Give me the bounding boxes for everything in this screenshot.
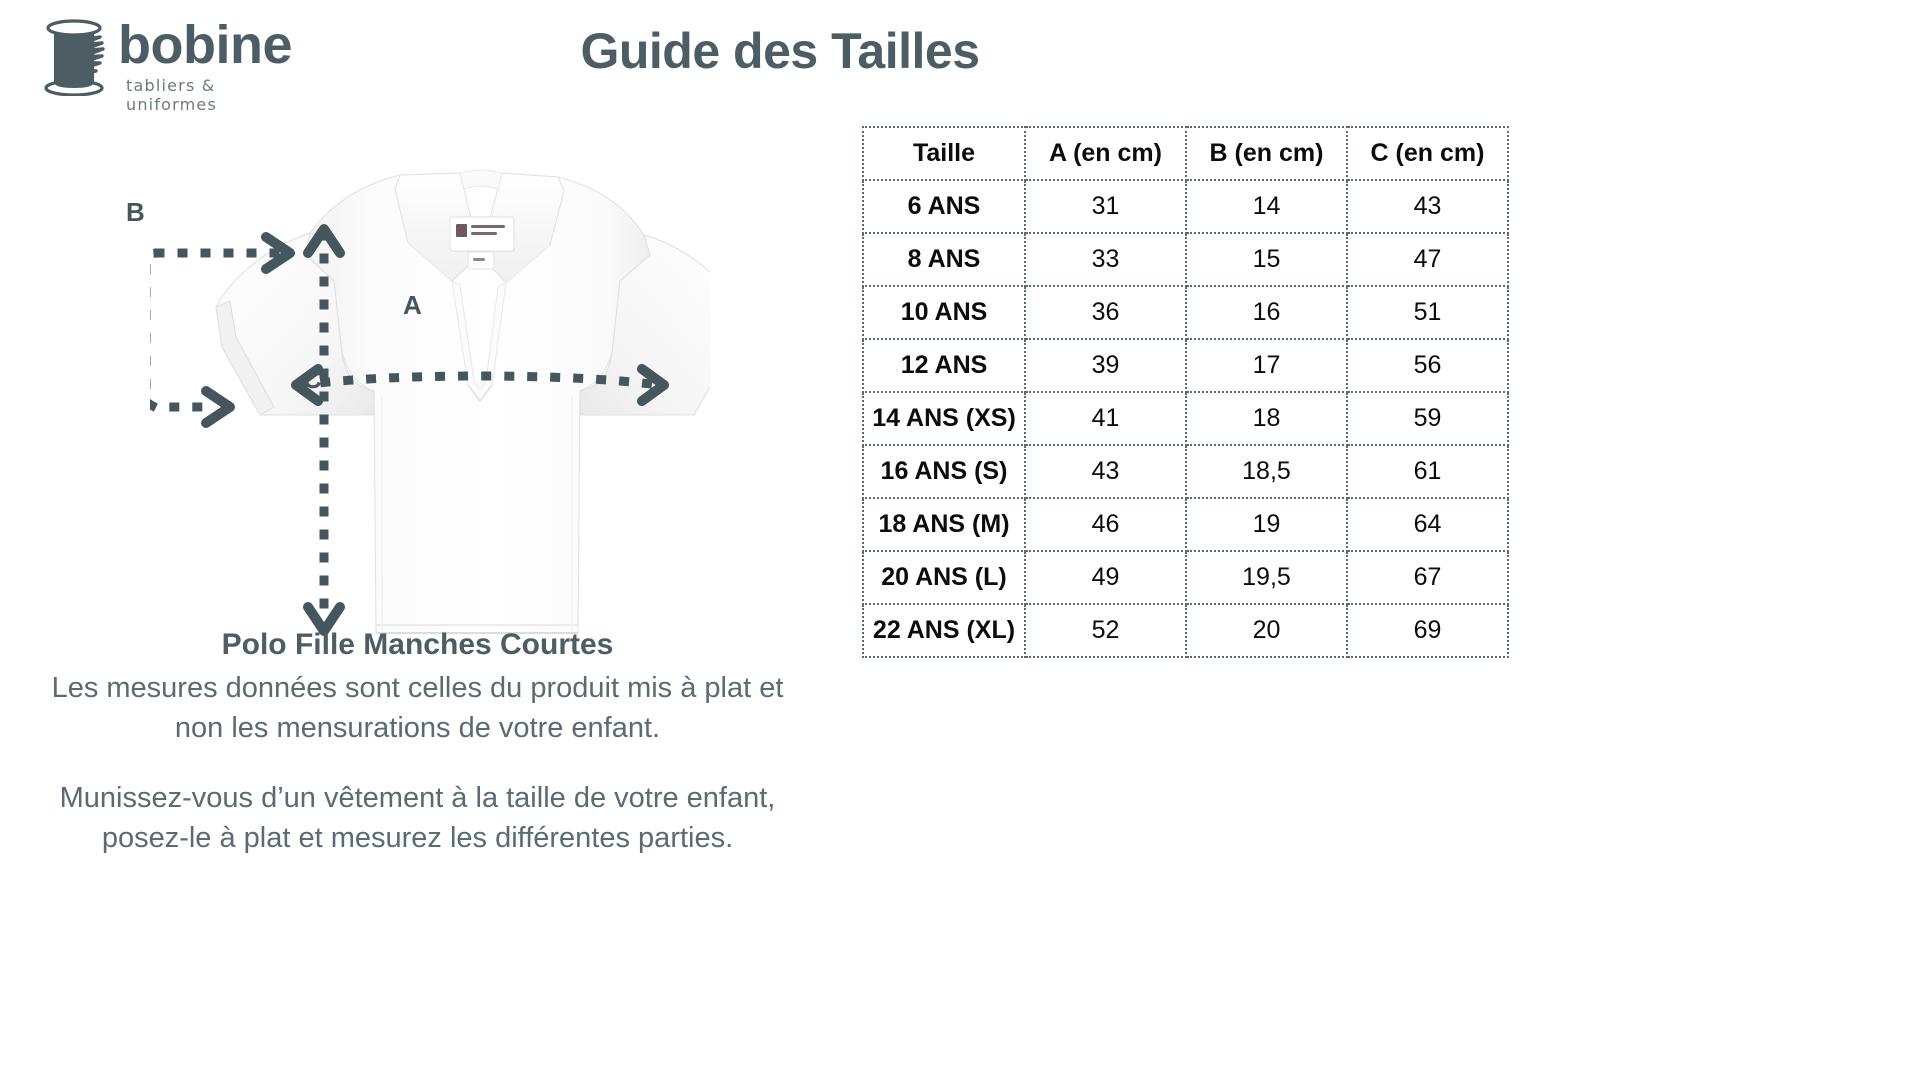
cell-taille: 22 ANS (XL) bbox=[863, 604, 1025, 657]
product-name: Polo Fille Manches Courtes bbox=[221, 628, 614, 661]
cell-taille: 20 ANS (L) bbox=[863, 551, 1025, 604]
cell-b: 14 bbox=[1186, 180, 1347, 233]
column-header-c: C (en cm) bbox=[1347, 127, 1508, 180]
cell-b: 19 bbox=[1186, 498, 1347, 551]
page-title: Guide des Tailles bbox=[580, 23, 980, 79]
table-row bbox=[863, 445, 1508, 498]
table-row bbox=[863, 498, 1508, 551]
brand-tagline: tabliers & uniformes bbox=[126, 76, 218, 114]
cell-a: 39 bbox=[1025, 339, 1186, 392]
cell-a: 31 bbox=[1025, 180, 1186, 233]
cell-a: 41 bbox=[1025, 392, 1186, 445]
cell-c: 59 bbox=[1347, 392, 1508, 445]
measurement-note-line-2: non les mensurations de votre enfant. bbox=[174, 712, 661, 745]
cell-c: 64 bbox=[1347, 498, 1508, 551]
table-header-row bbox=[863, 127, 1508, 180]
cell-taille: 14 ANS (XS) bbox=[863, 392, 1025, 445]
size-table-body bbox=[863, 180, 1508, 657]
cell-taille: 6 ANS bbox=[863, 180, 1025, 233]
cell-taille: 16 ANS (S) bbox=[863, 445, 1025, 498]
table-row bbox=[863, 180, 1508, 233]
table-row bbox=[863, 604, 1508, 657]
cell-c: 47 bbox=[1347, 233, 1508, 286]
measure-label-b: B bbox=[126, 197, 145, 227]
cell-a: 43 bbox=[1025, 445, 1186, 498]
table-row bbox=[863, 551, 1508, 604]
cell-taille: 8 ANS bbox=[863, 233, 1025, 286]
cell-b: 15 bbox=[1186, 233, 1347, 286]
cell-c: 69 bbox=[1347, 604, 1508, 657]
table-row bbox=[863, 392, 1508, 445]
cell-b: 18,5 bbox=[1186, 445, 1347, 498]
column-header-taille: Taille bbox=[863, 127, 1025, 180]
cell-c: 43 bbox=[1347, 180, 1508, 233]
size-table bbox=[862, 126, 1509, 658]
cell-c: 56 bbox=[1347, 339, 1508, 392]
measurement-instruction-line-2: posez-le à plat et mesurez les différentes parties. bbox=[101, 822, 734, 855]
garment-illustration bbox=[150, 85, 710, 665]
cell-a: 33 bbox=[1025, 233, 1186, 286]
measurement-note-line-1: Les mesures données sont celles du produit mis à plat et bbox=[51, 672, 784, 704]
column-header-a: A (en cm) bbox=[1025, 127, 1186, 180]
cell-b: 19,5 bbox=[1186, 551, 1347, 604]
measurement-instruction bbox=[0, 778, 835, 858]
size-table-container bbox=[862, 126, 1507, 658]
brand-name: bobine bbox=[118, 15, 292, 75]
cell-a: 49 bbox=[1025, 551, 1186, 604]
cell-c: 51 bbox=[1347, 286, 1508, 339]
cell-a: 46 bbox=[1025, 498, 1186, 551]
measure-label-a: A bbox=[403, 290, 422, 320]
column-header-b: B (en cm) bbox=[1186, 127, 1347, 180]
table-row bbox=[863, 339, 1508, 392]
cell-b: 18 bbox=[1186, 392, 1347, 445]
cell-c: 61 bbox=[1347, 445, 1508, 498]
polo-shirt-diagram bbox=[150, 85, 710, 665]
cell-taille: 12 ANS bbox=[863, 339, 1025, 392]
cell-a: 36 bbox=[1025, 286, 1186, 339]
cell-b: 16 bbox=[1186, 286, 1347, 339]
cell-c: 67 bbox=[1347, 551, 1508, 604]
table-row bbox=[863, 233, 1508, 286]
cell-a: 52 bbox=[1025, 604, 1186, 657]
cell-taille: 18 ANS (M) bbox=[863, 498, 1025, 551]
measurement-note bbox=[0, 668, 835, 748]
cell-b: 17 bbox=[1186, 339, 1347, 392]
cell-b: 20 bbox=[1186, 604, 1347, 657]
measure-label-c: C bbox=[303, 364, 322, 394]
cell-taille: 10 ANS bbox=[863, 286, 1025, 339]
measurement-instruction-line-1: Munissez-vous d’un vêtement à la taille de votre enfant, bbox=[59, 782, 776, 814]
table-row bbox=[863, 286, 1508, 339]
